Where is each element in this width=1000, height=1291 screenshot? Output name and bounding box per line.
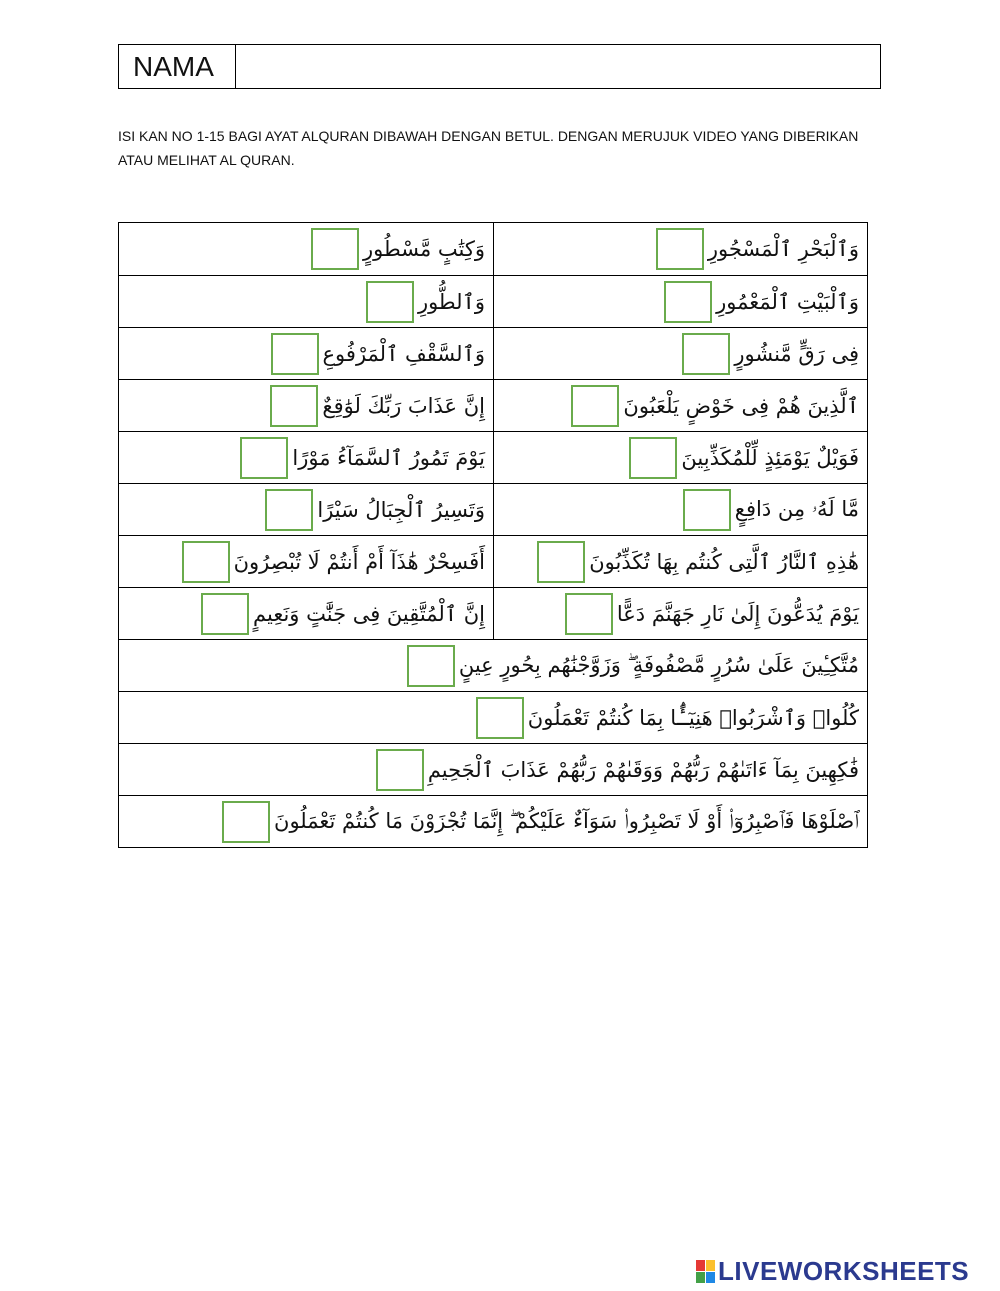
ayat-cell-left <box>119 223 494 275</box>
ayah-text: وَٱلسَّقْفِ ٱلْمَرْفُوعِ <box>322 341 485 366</box>
ayat-cell-full <box>119 744 867 795</box>
ayah-text: فِى رَقٍّ مَّنشُورٍ <box>734 341 859 366</box>
ayah-text: مُتَّكِـِٔينَ عَلَىٰ سُرُرٍ مَّصْفُوفَةٍ ۖ وَزَوَّجْنَٰهُم بِحُورٍ عِينٍ <box>458 653 859 677</box>
ayat-row <box>119 483 867 535</box>
ayat-row-full <box>119 639 867 691</box>
brand-name: LIVEWORKSHEETS <box>718 1256 970 1286</box>
ayah-text: وَٱلْبَحْرِ ٱلْمَسْجُورِ <box>707 237 859 261</box>
ayat-cell-right <box>494 223 867 275</box>
answer-box[interactable] <box>682 333 730 375</box>
answer-box[interactable] <box>629 437 677 479</box>
ayat-row <box>119 327 867 379</box>
ayat-cell-right <box>494 328 867 379</box>
ayat-cell-right <box>494 432 867 483</box>
ayah-text: يَوْمَ يُدَعُّونَ إِلَىٰ نَارِ جَهَنَّمَ دَعًّا <box>616 601 859 626</box>
ayat-row <box>119 275 867 327</box>
ayat-cell-full <box>119 640 867 691</box>
ayah-text: فَٰكِهِينَ بِمَآ ءَاتَىٰهُمْ رَبُّهُمْ وَوَقَىٰهُمْ رَبُّهُمْ عَذَابَ ٱلْجَحِيمِ <box>427 757 859 782</box>
ayat-table <box>118 222 868 848</box>
answer-box[interactable] <box>182 541 230 583</box>
ayah-text: إِنَّ ٱلْمُتَّقِينَ فِى جَنَّٰتٍ وَنَعِيمٍ <box>253 601 485 626</box>
ayat-cell-right <box>494 484 867 535</box>
ayah-text: وَتَسِيرُ ٱلْجِبَالُ سَيْرًا <box>317 497 485 522</box>
answer-box[interactable] <box>265 489 313 531</box>
ayat-cell-right <box>494 380 867 431</box>
answer-box[interactable] <box>270 385 318 427</box>
ayah-text: وَٱلْبَيْتِ ٱلْمَعْمُورِ <box>716 289 859 314</box>
ayah-text: فَوَيْلٌ يَوْمَئِذٍ لِّلْمُكَذِّبِينَ <box>681 445 859 470</box>
ayah-text: وَٱلطُّورِ <box>417 289 485 314</box>
name-input[interactable] <box>236 45 880 88</box>
instructions-text: ISI KAN NO 1-15 BAGI AYAT ALQURAN DIBAWAH DENGAN BETUL. DENGAN MERUJUK VIDEO YANG DIBERIKAN ATAU MELIHAT AL QURAN. <box>118 128 859 168</box>
ayat-row-full <box>119 743 867 795</box>
ayat-cell-full <box>119 692 867 743</box>
ayat-cell-left <box>119 536 494 587</box>
ayah-text: ٱلَّذِينَ هُمْ فِى خَوْضٍ يَلْعَبُونَ <box>623 393 859 418</box>
ayah-text: ٱصْلَوْهَا فَٱصْبِرُوٓا۟ أَوْ لَا تَصْبِرُوا۟ سَوَآءٌ عَلَيْكُمْ ۖ إِنَّمَا تُجْزَوْنَ مَا كُنتُمْ تَعْمَلُونَ <box>274 809 859 833</box>
ayat-cell-right <box>494 276 867 327</box>
ayah-text: يَوْمَ تَمُورُ ٱلسَّمَآءُ مَوْرًا <box>292 445 485 470</box>
ayat-row <box>119 223 867 275</box>
ayat-cell-right <box>494 536 867 587</box>
answer-box[interactable] <box>683 489 731 531</box>
answer-box[interactable] <box>565 593 613 635</box>
answer-box[interactable] <box>201 593 249 635</box>
ayat-row <box>119 379 867 431</box>
ayat-cell-right <box>494 588 867 639</box>
answer-box[interactable] <box>537 541 585 583</box>
ayat-cell-left <box>119 380 494 431</box>
name-label: NAMA <box>119 45 236 88</box>
answer-box[interactable] <box>366 281 414 323</box>
answer-box[interactable] <box>664 281 712 323</box>
ayah-text: أَفَسِحْرٌ هَٰذَآ أَمْ أَنتُمْ لَا تُبْصِرُونَ <box>233 549 485 574</box>
ayat-cell-left <box>119 432 494 483</box>
answer-box[interactable] <box>376 749 424 791</box>
answer-box[interactable] <box>222 801 270 843</box>
ayat-row <box>119 535 867 587</box>
ayat-cell-left <box>119 484 494 535</box>
ayah-text: كُلُوا۟ وَٱشْرَبُوا۟ هَنِيٓـًٔۢا بِمَا كُنتُمْ تَعْمَلُونَ <box>527 705 859 730</box>
answer-box[interactable] <box>240 437 288 479</box>
liveworksheets-logo <box>696 1256 969 1287</box>
answer-box[interactable] <box>271 333 319 375</box>
ayat-row <box>119 587 867 639</box>
ayat-row-full <box>119 795 867 847</box>
answer-box[interactable] <box>656 228 704 270</box>
answer-box[interactable] <box>407 645 455 687</box>
ayah-text: مَّا لَهُۥ مِن دَافِعٍ <box>734 497 859 521</box>
ayat-cell-full <box>119 796 867 847</box>
liveworksheets-mark-icon <box>696 1260 715 1283</box>
ayat-row-full <box>119 691 867 743</box>
ayat-cell-left <box>119 276 494 327</box>
answer-box[interactable] <box>571 385 619 427</box>
answer-box[interactable] <box>311 228 359 270</box>
ayat-row <box>119 431 867 483</box>
answer-box[interactable] <box>476 697 524 739</box>
ayat-cell-left <box>119 328 494 379</box>
ayah-text: هَٰذِهِ ٱلنَّارُ ٱلَّتِى كُنتُم بِهَا تُكَذِّبُونَ <box>589 549 859 574</box>
name-table <box>118 44 881 89</box>
ayat-cell-left <box>119 588 494 639</box>
ayah-text: وَكِتَٰبٍ مَّسْطُورٍ <box>363 237 485 261</box>
ayah-text: إِنَّ عَذَابَ رَبِّكَ لَوَٰقِعٌ <box>322 393 485 418</box>
